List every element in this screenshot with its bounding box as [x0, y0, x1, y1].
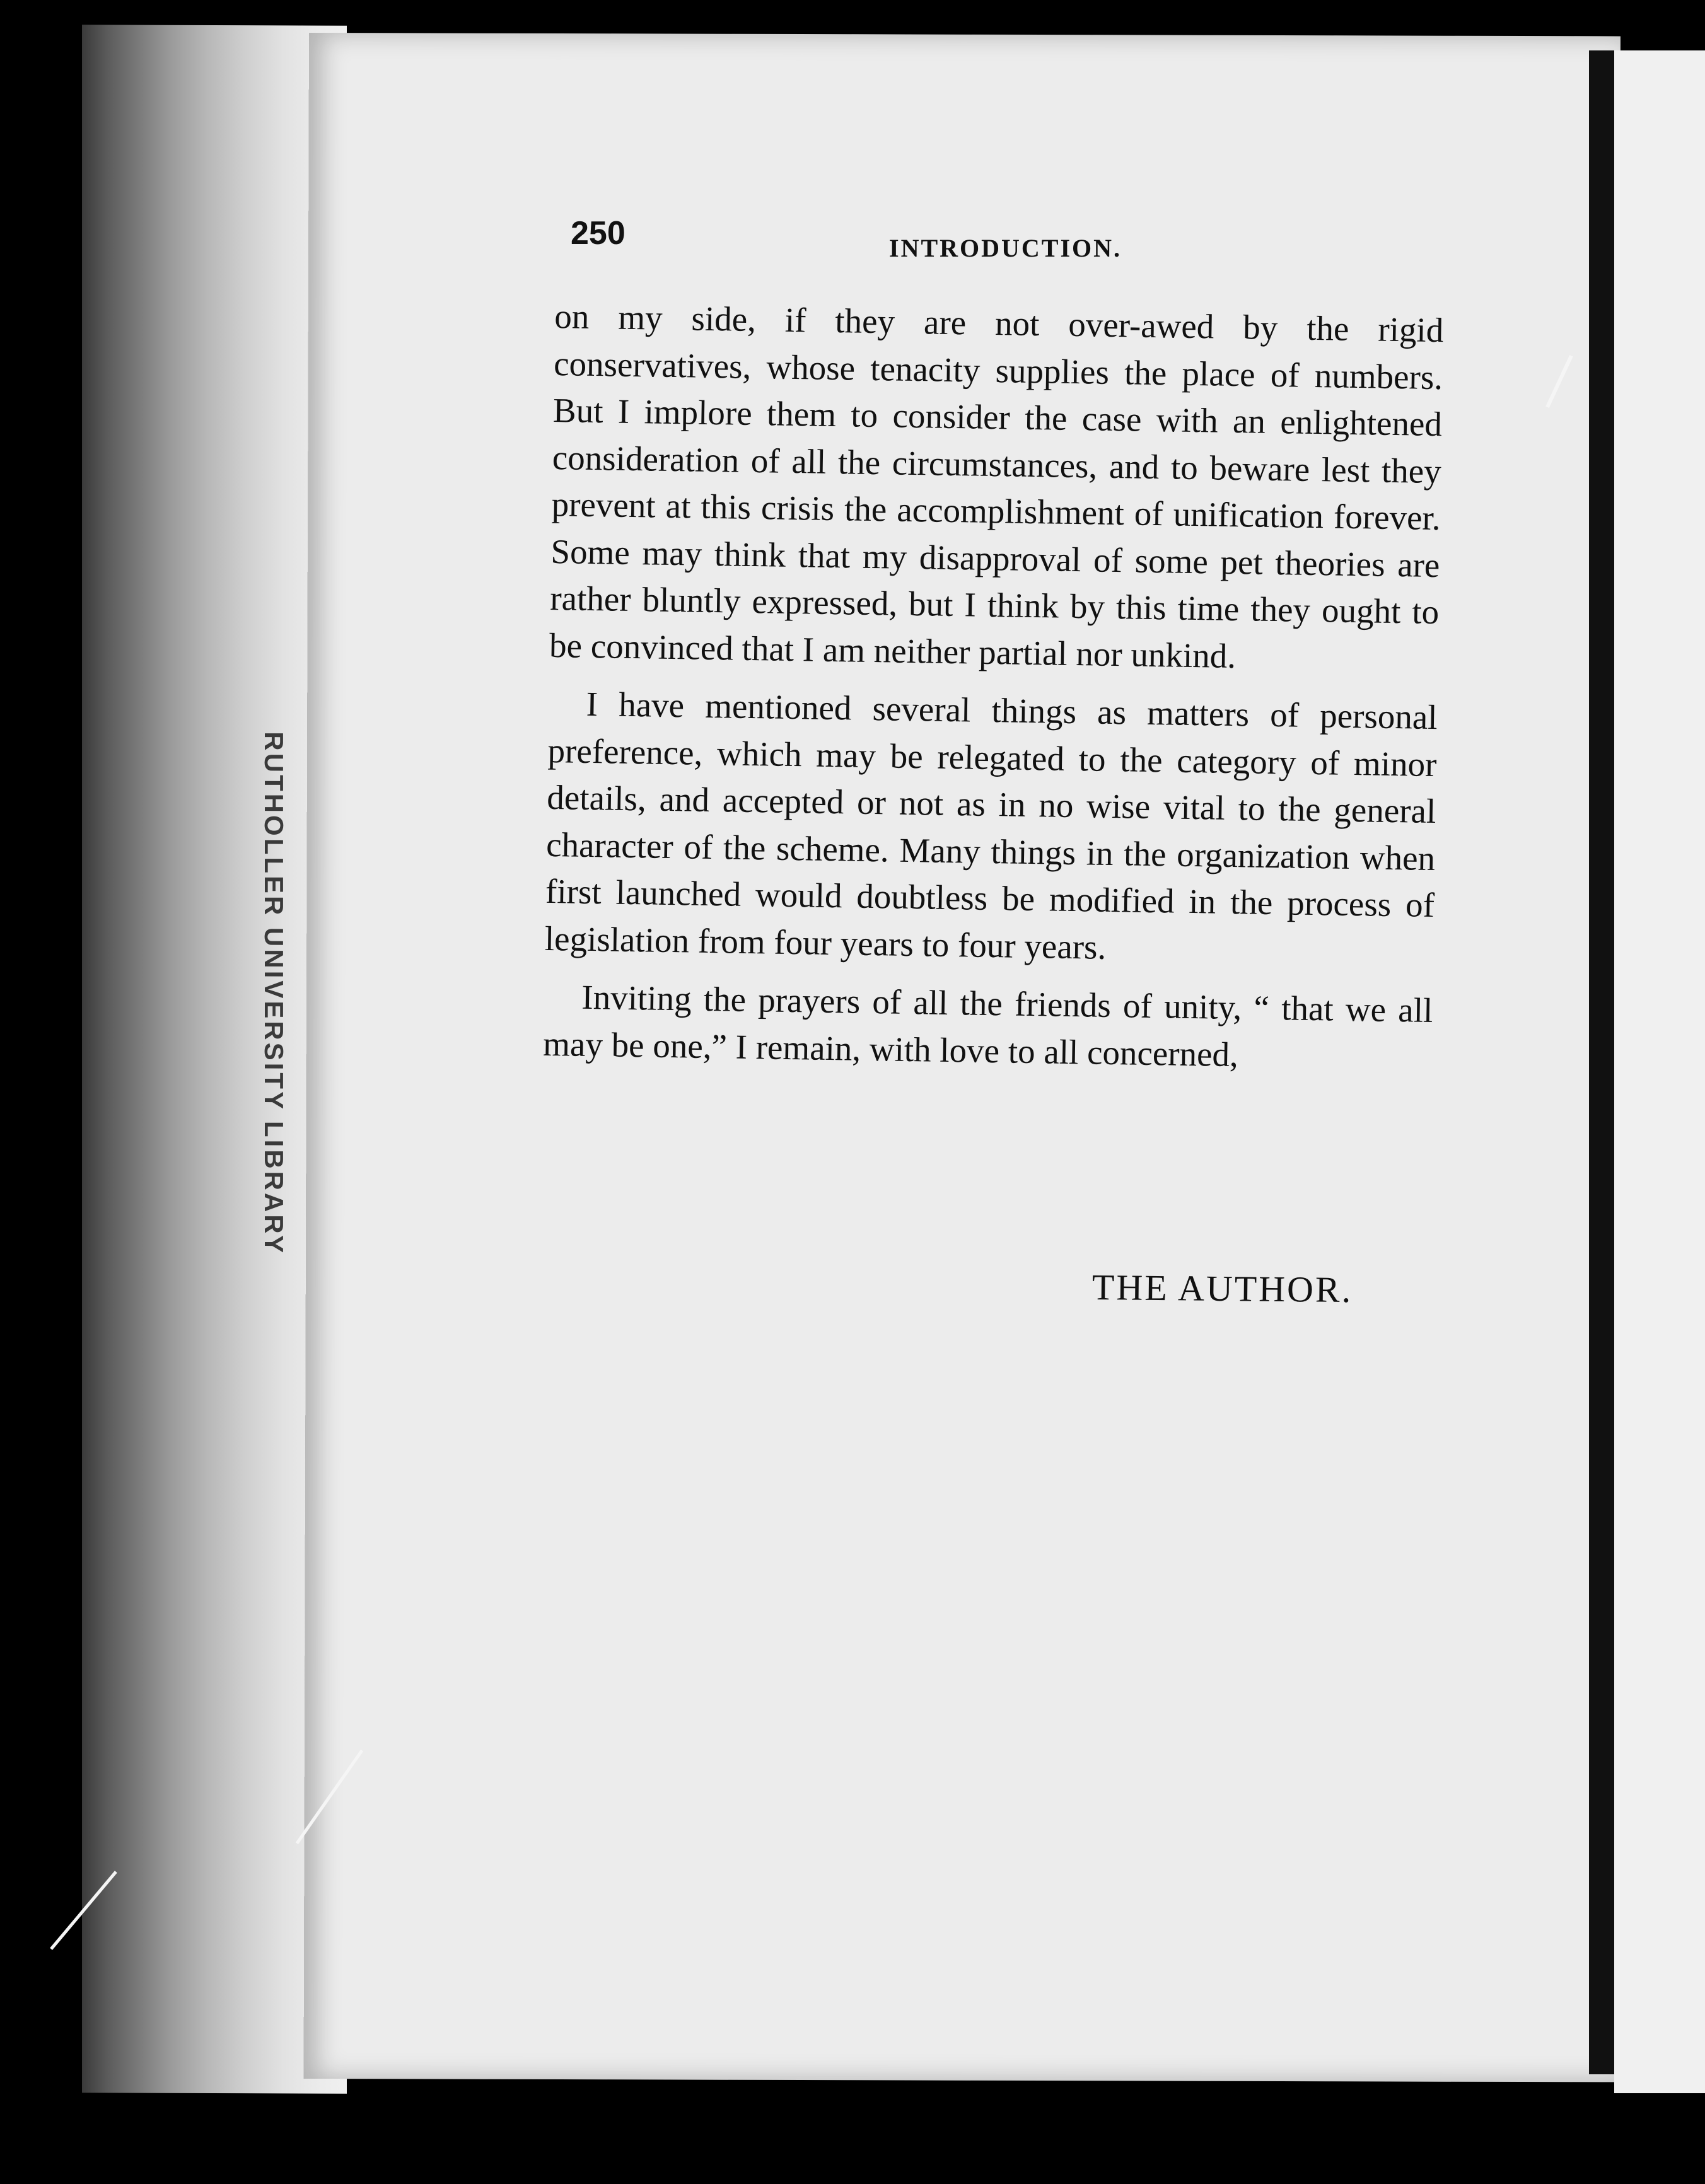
running-head	[571, 214, 1453, 265]
author-signature-line: THE AUTHOR.	[1091, 1266, 1353, 1311]
paragraph: I have mentioned several things as matters of personal preference, which may be relegated to the category of minor details, and accepted or not as in no wise vital to the general character of the scheme. Many things in the organization when first launched would doubtless be modified in the process of legislation from four years to four years.	[544, 684, 1438, 967]
paragraph: on my side, if they are not over-awed by the rigid conservatives, whose tenacity supplies the place of numbers. But I implore them to consider the case with an enlightened consideration of all the circumstances, and to beware lest they prevent at this crisis the accomplishment of unification forever. Some may think that my disapproval of some pet theories are rather bluntly expressed, but I think by this time they ought to be convinced that I am neither partial nor unkind.	[549, 296, 1444, 675]
gutter-shadow	[1589, 50, 1614, 2074]
page-number: 250	[571, 215, 626, 252]
body-text	[543, 293, 1444, 1081]
running-title: INTRODUCTION.	[889, 234, 1122, 262]
facing-page-edge	[1614, 50, 1705, 2093]
library-stamp: RUTHOLLER UNIVERSITY LIBRARY	[259, 731, 289, 1256]
paragraph: Inviting the prayers of all the friends of unity, “ that we all may be one,” I remain, with love to all concerned,	[542, 977, 1433, 1074]
